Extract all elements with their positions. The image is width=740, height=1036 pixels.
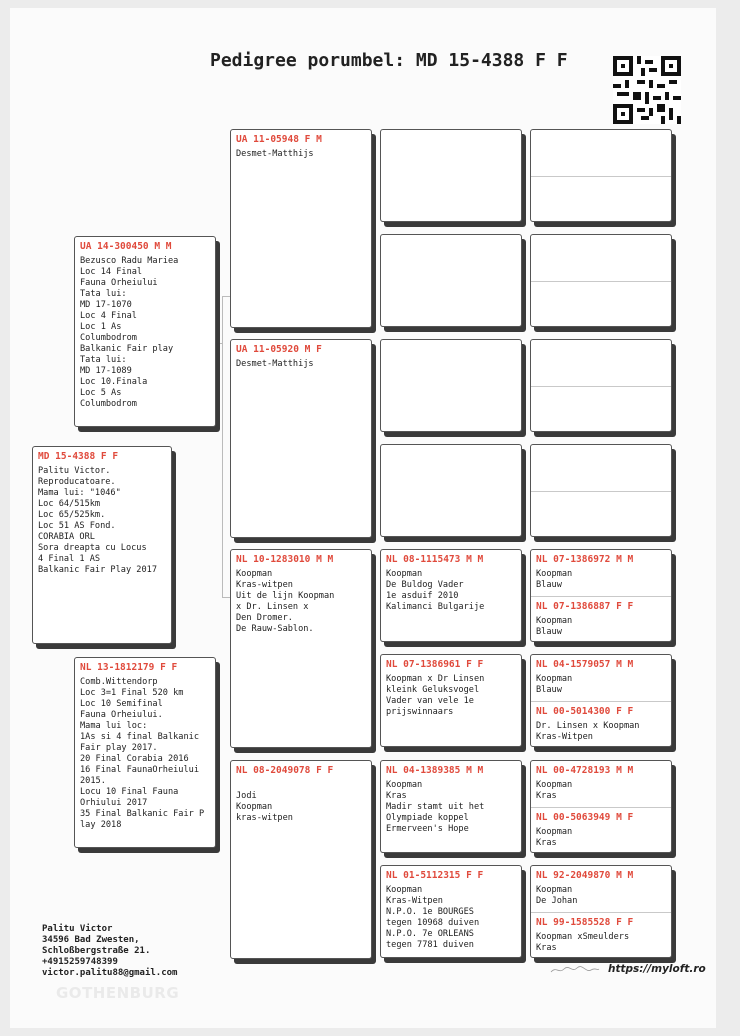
page-title: Pedigree porumbel: MD 15-4388 F F [210, 50, 568, 71]
pedigree-page [10, 8, 716, 1028]
sire-ring-number: UA 14-300450 M M [80, 241, 172, 252]
owner-email[interactable]: victor.palitu88@gmail.com [42, 968, 178, 978]
gen4-card[interactable] [380, 760, 522, 853]
gen4-notes: Koopman Kras Madir stamt uit het Olympiade koppel Ermerveen's Hope [386, 780, 485, 834]
gen4-card[interactable] [380, 339, 522, 432]
owner-street: Schloßbergstraße 21. [42, 946, 151, 956]
gen4-ring-number: NL 07-1386961 F F [386, 659, 484, 670]
gen5-ring-number: NL 00-5014300 F F [536, 705, 634, 717]
owner-city: 34596 Bad Zwesten, [42, 935, 140, 945]
gen3-ring-number: UA 11-05920 M F [236, 344, 322, 355]
gen5-notes: Koopman Blauw [536, 674, 573, 695]
gen4-card[interactable] [380, 234, 522, 327]
gen5-notes: Koopman xSmeulders Kras [536, 931, 630, 953]
gen3-ring-number: NL 08-2049078 F F [236, 765, 334, 776]
dam-card[interactable] [74, 657, 216, 848]
gen4-card[interactable] [380, 444, 522, 537]
gen5-notes: Koopman Blauw [536, 615, 573, 637]
gen5-card[interactable] [530, 234, 672, 327]
gen3-notes: Desmet-Matthijs [236, 359, 314, 369]
subject-notes: Palitu Victor. Reproducatoare. Mama lui: "1046" Loc 64/515km Loc 65/525km. Loc 51 AS Fond. CORABIA ORL Sora dreapta cu Locus 4 Final 1 AS Balkanic Fair Play 2017 [38, 466, 157, 575]
gen5-card[interactable] [530, 865, 672, 958]
qr-code [613, 56, 681, 124]
site-logo-link[interactable]: https://myloft.ro [608, 963, 706, 975]
gen5-ring-number: NL 92-2049870 M M [536, 870, 634, 881]
sire-notes: Bezusco Radu Mariea Loc 14 Final Fauna Orheiului Tata lui: MD 17-1070 Loc 4 Final Loc 1 As Columbodrom Balkanic Fair play Tata lui: MD 17-1089 Loc 10.Finala Loc 5 As Columbodrom [80, 256, 179, 409]
gen4-notes: Koopman Kras-Witpen N.P.O. 1e BOURGES tegen 10968 duiven N.P.O. 7e ORLEANS tegen 7781 duiven [386, 885, 480, 950]
gen5-ring-number: NL 99-1585528 F F [536, 916, 634, 928]
gen4-notes: Koopman x Dr Linsen kleink Geluksvogel Vader van vele 1e prijswinnaars [386, 674, 485, 717]
gen4-notes: Koopman De Buldog Vader 1e asduif 2010 Kalimanci Bulgarije [386, 569, 485, 612]
gen5-ring-number: NL 00-5063949 M F [536, 811, 634, 823]
gen5-ring-number: NL 04-1579057 M M [536, 659, 634, 670]
gen5-notes: Koopman Kras [536, 780, 573, 801]
owner-phone: +4915259748399 [42, 957, 118, 967]
gen4-ring-number: NL 08-1115473 M M [386, 554, 484, 565]
gen5-card[interactable] [530, 129, 672, 222]
gen5-card[interactable] [530, 444, 672, 537]
gen5-ring-number: NL 07-1386887 F F [536, 600, 634, 612]
subject-ring-number: MD 15-4388 F F [38, 451, 119, 462]
gen4-ring-number: NL 04-1389385 M M [386, 765, 484, 776]
gen4-card[interactable] [380, 549, 522, 642]
gen3-card[interactable] [230, 760, 372, 959]
gen3-notes: Jodi Koopman kras-witpen [236, 791, 293, 823]
gen5-notes: Koopman De Johan [536, 885, 578, 906]
gen5-ring-number: NL 00-4728193 M M [536, 765, 634, 776]
gen4-card[interactable] [380, 654, 522, 747]
gen3-ring-number: NL 10-1283010 M M [236, 554, 334, 565]
gen5-card[interactable] [530, 654, 672, 747]
gen3-notes: Desmet-Matthijs [236, 149, 314, 159]
gen5-card[interactable] [530, 549, 672, 642]
subject-card[interactable] [32, 446, 172, 644]
signature-scribble [550, 965, 600, 975]
gen5-card[interactable] [530, 339, 672, 432]
owner-name: Palitu Victor [42, 924, 113, 934]
gen3-card[interactable] [230, 549, 372, 748]
gen5-notes: Koopman Blauw [536, 569, 573, 590]
owner-contact [42, 924, 177, 979]
gen5-notes: Koopman Kras [536, 826, 573, 848]
gen3-ring-number: UA 11-05948 F M [236, 134, 322, 145]
gen4-ring-number: NL 01-5112315 F F [386, 870, 484, 881]
gen4-card[interactable] [380, 865, 522, 958]
gen5-ring-number: NL 07-1386972 M M [536, 554, 634, 565]
sire-card[interactable] [74, 236, 216, 427]
gen4-card[interactable] [380, 129, 522, 222]
gen5-notes: Dr. Linsen x Koopman Kras-Witpen [536, 720, 640, 742]
gen3-card[interactable] [230, 339, 372, 538]
gen5-card[interactable] [530, 760, 672, 853]
gen3-notes: Koopman Kras-witpen Uit de lijn Koopman x Dr. Linsen x Den Dromer. De Rauw-Sablon. [236, 569, 335, 634]
dam-notes: Comb.Wittendorp Loc 3=1 Final 520 km Loc 10 Semifinal Fauna Orheiului. Mama lui loc: 1As si 4 final Balkanic Fair play 2017. 20 Final Corabia 2016 16 Final FaunaOrheiului 2015. Locu 10 Final Fauna Orhiului 2017 35 Final Balkanic Fair P lay 2018 [80, 677, 205, 830]
gen3-card[interactable] [230, 129, 372, 328]
dam-ring-number: NL 13-1812179 F F [80, 662, 178, 673]
watermark-text: GOTHENBURG [56, 984, 180, 1002]
